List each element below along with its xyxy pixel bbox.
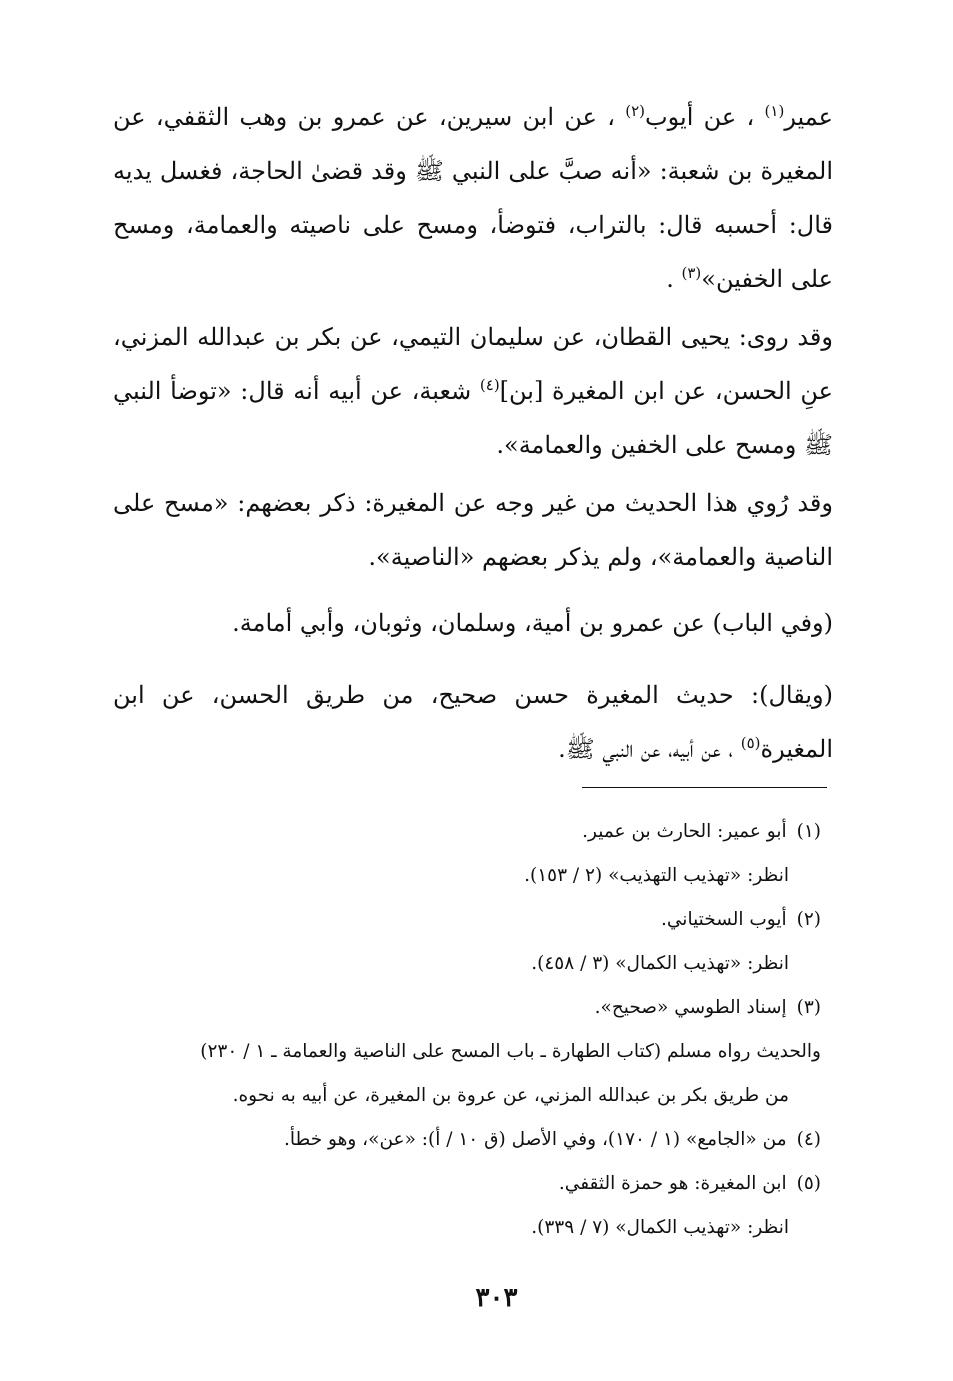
paragraph-3: وقد رُوي هذا الحديث من غير وجه عن المغيرة: ذكر بعضهم: «مسح على الناصية والعمامة»، ولم يذكر بعضهم «الناصية». [113,489,833,571]
paragraph-1-text-d: . [666,265,682,293]
paragraph-4: (وفي الباب) عن عمرو بن أمية، وسلمان، وثوبان، وأبي أمامة. [232,609,833,637]
paragraph-1-text-b: ، عن أيوب [645,103,765,131]
footnote-3-line-3: من طريق بكر بن عبدالله المزني، عن عروة بن المغيرة، عن أبيه به نحوه. [232,1085,789,1106]
page-number: ٣٠٣ [475,1283,518,1313]
footnote-5-number: (٥) [796,1173,821,1194]
footnote-5-line-1 [101,1162,821,1206]
footnote-2-line-2: انظر: «تهذيب الكمال» (٣ / ٤٥٨). [531,953,789,974]
paragraph-5-text-b: ، عن أبيه، عن النبي ﷺ. [558,735,741,763]
paragraph-2 [113,310,833,472]
footnotes-section [101,810,821,1250]
footnote-divider [582,787,827,788]
footnote-5-text: ابن المغيرة: هو حمزة الثقفي. [558,1173,787,1194]
footnote-ref-5: (٥) [740,734,761,752]
footnote-ref-1: (١) [764,102,785,120]
paragraph-2-text-a: وقد روى: يحيى القطان، عن سليمان التيمي، عن بكر بن عبدالله المزني، عنِ الحسن، عن ابن المغيرة [بن] [113,323,833,405]
footnote-2-number: (٢) [796,909,821,930]
paragraph-1-text-a: عمير [784,103,833,131]
footnote-ref-2: (٢) [625,102,646,120]
footnote-2-text: أيوب السختياني. [661,909,787,930]
paragraph-5-text-a: (ويقال): حديث المغيرة حسن صحيح، من طريق الحسن، عن ابن المغيرة [113,681,833,763]
footnote-1-line-2: انظر: «تهذيب التهذيب» (٢ / ١٥٣). [524,865,789,886]
footnote-ref-4: (٤) [479,376,500,394]
paragraph-1 [113,90,833,306]
footnote-4-number: (٤) [796,1129,821,1150]
footnote-3-line-2: والحديث رواه مسلم (كتاب الطهارة ـ باب المسح على الناصية والعمامة ـ ١ / ٢٣٠) [200,1041,821,1062]
footnote-4-line-1 [101,1118,821,1162]
footnote-5-line-2: انظر: «تهذيب الكمال» (٧ / ٣٣٩). [531,1217,789,1238]
footnote-2-line-1 [101,898,821,942]
footnote-3-text: إسناد الطوسي «صحيح». [594,997,787,1018]
paragraph-2-text-b: شعبة، عن أبيه أنه قال: «توضأ النبي ﷺ ومسح على الخفين والعمامة». [113,377,833,459]
paragraph-5 [113,668,833,776]
footnote-3-number: (٣) [796,997,821,1018]
footnote-1-line-1 [101,810,821,854]
footnote-3-line-1 [101,986,821,1030]
paragraph-1-text-c: ، عن ابن سيرين، عن عمرو بن وهب الثقفي، عن المغيرة بن شعبة: «أنه صبَّ على النبي ﷺ وقد قضىٰ الحاجة، فغسل يديه قال: أحسبه قال: بالتراب، فتوضأ، ومسح على ناصيته والعمامة، ومسح على الخفين» [113,103,833,293]
footnote-ref-3: (٣) [681,264,702,282]
footnote-1-number: (١) [796,821,821,842]
footnote-1-text: أبو عمير: الحارث بن عمير. [582,821,787,842]
footnote-4-text: من «الجامع» (١ / ١٧٠)، وفي الأصل (ق ١٠ / أ): «عن»، وهو خطأ. [284,1129,787,1150]
